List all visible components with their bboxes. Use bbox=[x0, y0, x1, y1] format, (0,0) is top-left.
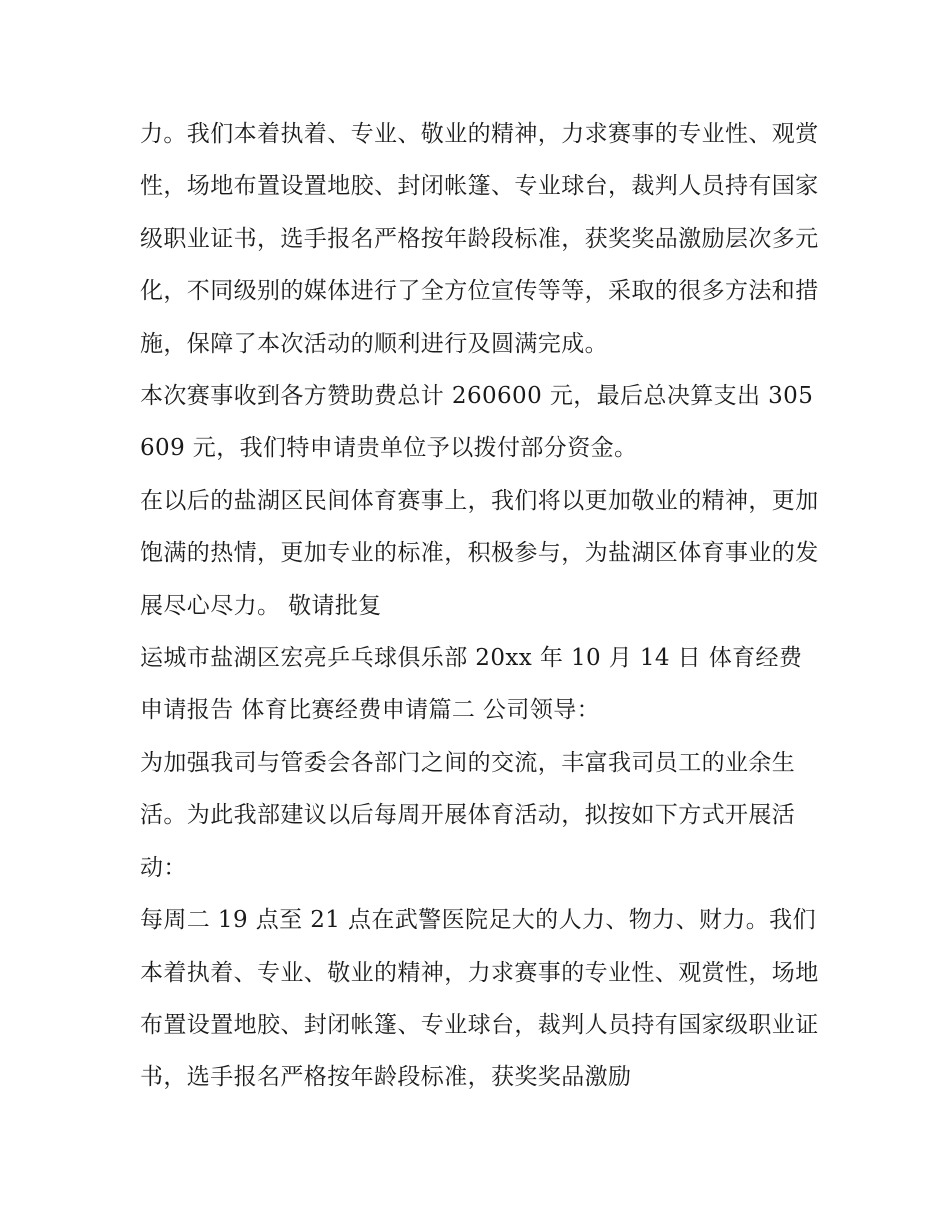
paragraph-signature-and-title: 运城市盐湖区宏亮乒乓球俱乐部 20xx 年 10 月 14 日 体育经费申请报告 体育比赛经费申请篇二 公司领导： bbox=[140, 645, 803, 724]
paragraph-closing-activity: 力。我们本着执着、专业、敬业的精神，力求赛事的专业性、观赏性，场地布置设置地胶、封闭帐篷、专业球台，裁判人员持有国家级职业证书，选手报名严格按年龄段标准，获奖奖品激励层次多元化，不同级别的媒体进行了全方位宣传等等，采取的很多方法和措施，保障了本次活动的顺利进行及圆满完成。 bbox=[140, 121, 819, 357]
paragraph-sponsorship-funds: 本次赛事收到各方赞助费总计 260600 元，最后总决算支出 305609 元，我们特申请贵单位予以拨付部分资金。 bbox=[140, 383, 814, 462]
document-page bbox=[140, 108, 820, 1104]
paragraph-proposal-intro: 为加强我司与管委会各部门之间的交流，丰富我司员工的业余生活。为此我部建议以后每周开展体育活动，拟按如下方式开展活动： bbox=[140, 749, 796, 881]
paragraph-future-commitment: 在以后的盐湖区民间体育赛事上，我们将以更加敬业的精神，更加饱满的热情，更加专业的标准，积极参与，为盐湖区体育事业的发展尽心尽力。 敬请批复 bbox=[140, 487, 819, 619]
paragraph-weekly-schedule: 每周二 19 点至 21 点在武警医院足大的人力、物力、财力。我们本着执着、专业、敬业的精神，力求赛事的专业性、观赏性，场地布置设置地胶、封闭帐篷、专业球台，裁判人员持有国家级职业证书，选手报名严格按年龄段标准，获奖奖品激励 bbox=[140, 907, 819, 1091]
